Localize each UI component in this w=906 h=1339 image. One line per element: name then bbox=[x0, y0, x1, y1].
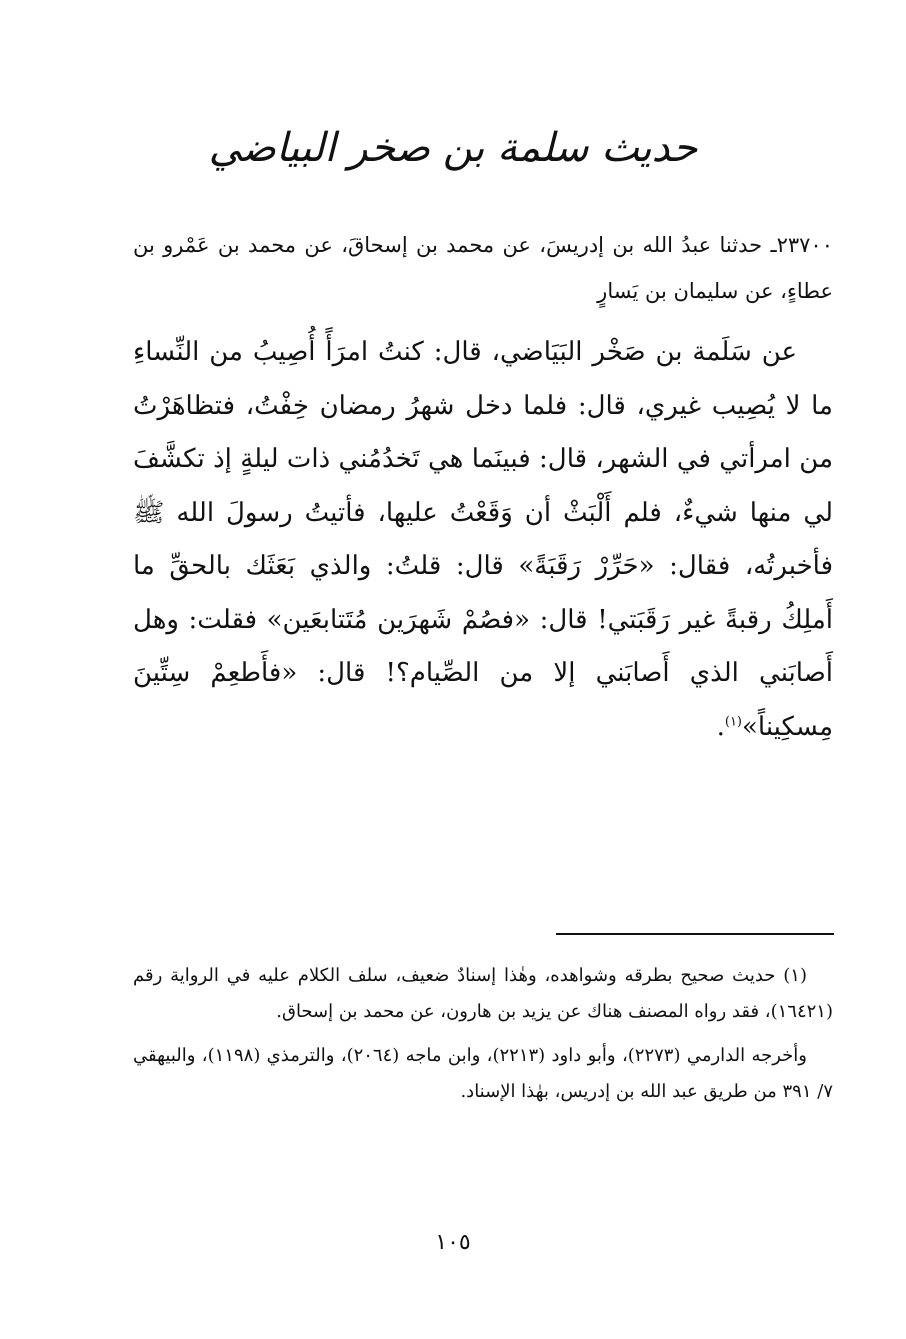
isnad-text: حدثنا عبدُ الله بن إدريسَ، عن محمد بن إسحاقَ، عن محمد بن عَمْرو بن عطاءٍ، عن سليمان بن يَسارٍ bbox=[133, 233, 833, 303]
hadith-isnad: ٢٣٧٠٠ـ حدثنا عبدُ الله بن إدريسَ، عن محمد بن إسحاقَ، عن محمد بن عَمْرو بن عطاءٍ، عن سليمان بن يَسارٍ bbox=[133, 233, 833, 303]
section-title: حديث سلمة بن صخر البياضي bbox=[208, 125, 698, 171]
footnote-separator bbox=[556, 933, 834, 935]
footnote-1: (١) حديث صحيح بطرقه وشواهده، وهٰذا إسنادٌ ضعيف، سلف الكلام عليه في الرواية رقم (١٦٤٢١)، فقد رواه المصنف هناك عن يزيد بن هارون، عن محمد بن إسحاق. bbox=[133, 965, 833, 1022]
page-number: ١٠٥ bbox=[435, 1230, 471, 1255]
hadith-matn: عن سَلَمة بن صَخْر البَيَاضي، قال: كنتُ امرَأً أُصِيبُ من النِّساءِ ما لا يُصِيب غيري، قال: فلما دخل شهرُ رمضان خِفْتُ، فتظاهَرْتُ من امرأتي في الشهر، قال: فبينَما هي تَخدُمُني ذات ليلةٍ إذ تكشَّفَ لي منها شيءٌ، فلم أَلْبَثْ أن وَقَعْتُ عليها، فأتيتُ رسولَ الله ﷺ فأخبرتُه، فقال: «حَرِّرْ رَقَبَةً» قال: قلتُ: والذي بَعَثَك بالحقِّ ما أَملِكُ رقبةً غير رَقَبَتي! قال: «فصُمْ شَهرَين مُتَتابعَين» فقلت: وهل أَصابَني الذي أَصابَني إلا من الصِّيام؟! قال: «فأَطعِمْ سِتِّينَ مِسكِيناً»$^{(١)}$. bbox=[133, 337, 833, 742]
footnotes bbox=[133, 958, 833, 1118]
footnote-1-continued: وأخرجه الدارمي (٢٢٧٣)، وأبو داود (٢٢١٣)، وابن ماجه (٢٠٦٤)، والترمذي (١١٩٨)، والبيهقي ٧/ ٣٩١ من طريق عبد الله بن إدريس، بهٰذا الإسناد. bbox=[133, 1045, 833, 1102]
footnote-marker: (١) bbox=[724, 713, 742, 729]
hadith-number: ٢٣٧٠٠ bbox=[776, 233, 833, 257]
matn-text: عن سَلَمة بن صَخْر البَيَاضي، قال: كنتُ امرَأً أُصِيبُ من النِّساءِ ما لا يُصِيب غيري، قال: فلما دخل شهرُ رمضان خِفْتُ، فتظاهَرْتُ من امرأتي في الشهر، قال: فبينَما هي تَخدُمُني ذات ليلةٍ إذ تكشَّفَ لي منها شيءٌ، فلم أَلْبَثْ أن وَقَعْتُ عليها، فأتيتُ رسولَ الله ﷺ فأخبرتُه، فقال: «حَرِّرْ رَقَبَةً» قال: قلتُ: والذي بَعَثَك بالحقِّ ما أَملِكُ رقبةً غير رَقَبَتي! قال: «فصُمْ شَهرَين مُتَتابعَين» فقلت: وهل أَصابَني الذي أَصابَني إلا من الصِّيام؟! قال: «فأَطعِمْ سِتِّينَ مِسكِيناً» bbox=[133, 337, 833, 742]
